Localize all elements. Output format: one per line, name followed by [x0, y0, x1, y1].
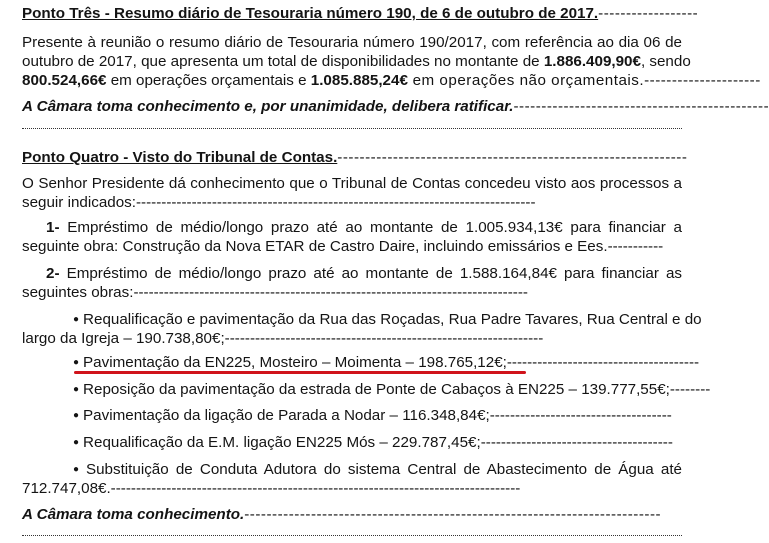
heading-fill: ------------------	[598, 5, 699, 22]
paragraph-line: Presente à reunião o resumo diário de Tesouraria número 190/2017, com referência ao dia 06 de	[22, 34, 682, 51]
ponto-tres-heading: Ponto Três - Resumo diário de Tesouraria número 190, de 6 de outubro de 2017.	[22, 5, 599, 22]
bullet-text: Pavimentação da ligação de Parada a Nodar – 116.348,84€;------------------------------------	[83, 407, 672, 424]
text-span: em operações não orçamentais.---------------------	[407, 72, 761, 89]
bullet-item	[73, 310, 702, 330]
paragraph-line	[22, 52, 691, 72]
heading-fill: ---------------------------------------------------------------	[337, 149, 688, 166]
bullet-text: Reposição da pavimentação da estrada de Ponte de Cabaços à EN225 – 139.777,55€;--------	[83, 381, 711, 398]
bullet-item	[73, 460, 682, 480]
ponto-quatro-heading-line	[22, 148, 688, 168]
item-2-line: seguintes obras:------------------------------------------------------------------------------	[22, 284, 528, 301]
separator-line	[22, 128, 682, 129]
ponto-quatro-heading: Ponto Quatro - Visto do Tribunal de Contas.	[22, 149, 338, 166]
bullet-item	[73, 353, 700, 373]
bullet-item-cont: 712.747,08€.---------------------------------------------------------------------------------	[22, 480, 521, 497]
text-span: Empréstimo de médio/longo prazo até ao montante de 1.005.934,13€ para financiar a	[59, 219, 682, 236]
paragraph-line: O Senhor Presidente dá conhecimento que o Tribunal de Contas concedeu visto aos processos a	[22, 175, 682, 192]
bullet-item	[73, 406, 682, 426]
item-number: 2-	[46, 265, 60, 282]
text-span: outubro de 2017, que apresenta um total de disponibilidades no montante de	[22, 53, 544, 70]
amount-orcamentais: 800.524,66€	[22, 72, 107, 89]
decision-text: A Câmara toma conhecimento e, por unanimidade, delibera ratificar.	[22, 98, 514, 115]
decision-fill: ----------------------------------------------	[513, 98, 769, 115]
bullet-icon: ●	[73, 437, 80, 448]
bullet-icon: ●	[73, 464, 82, 475]
amount-nao-orcamentais: 1.085.885,24€	[310, 72, 408, 89]
bullet-icon: ●	[73, 384, 80, 395]
text-span: Empréstimo de médio/longo prazo até ao montante de 1.588.164,84€ para financiar as	[59, 265, 682, 282]
separator-line	[22, 535, 682, 536]
item-1-line	[46, 218, 682, 238]
decision-line	[22, 97, 769, 117]
bullet-icon: ●	[73, 314, 80, 325]
bullet-icon: ●	[73, 357, 80, 368]
decision-fill: ---------------------------------------------------------------------------	[244, 506, 662, 523]
text-span: em operações orçamentais e	[106, 72, 311, 89]
bullet-item	[73, 380, 711, 400]
item-2-line	[46, 264, 682, 284]
item-1-line: seguinte obra: Construção da Nova ETAR de Castro Daire, incluindo emissários e Ees.-----------	[22, 238, 664, 255]
bullet-text: Requalificação e pavimentação da Rua das Roçadas, Rua Padre Tavares, Rua Central e do	[83, 311, 702, 328]
bullet-item	[73, 433, 682, 453]
decision-line	[22, 505, 682, 525]
ponto-tres-heading-line	[22, 4, 699, 24]
red-underline-mark	[74, 371, 526, 374]
item-number: 1-	[46, 219, 60, 236]
paragraph-line: seguir indicados:-------------------------------------------------------------------------------	[22, 194, 536, 211]
bullet-text: Substituição de Conduta Adutora do sistema Central de Abastecimento de Água até	[85, 461, 682, 478]
text-span: , sendo	[640, 53, 691, 70]
bullet-item-cont: largo da Igreja – 190.738,80€;---------------------------------------------------------------	[22, 330, 544, 347]
bullet-text: Pavimentação da EN225, Mosteiro – Moimenta – 198.765,12€;--------------------------------------	[83, 354, 700, 371]
bullet-icon: ●	[73, 410, 80, 421]
amount-total: 1.886.409,90€	[543, 53, 641, 70]
paragraph-line	[22, 71, 761, 91]
decision-text: A Câmara toma conhecimento.	[22, 506, 245, 523]
bullet-text: Requalificação da E.M. ligação EN225 Mós – 229.787,45€;--------------------------------------	[83, 434, 673, 451]
